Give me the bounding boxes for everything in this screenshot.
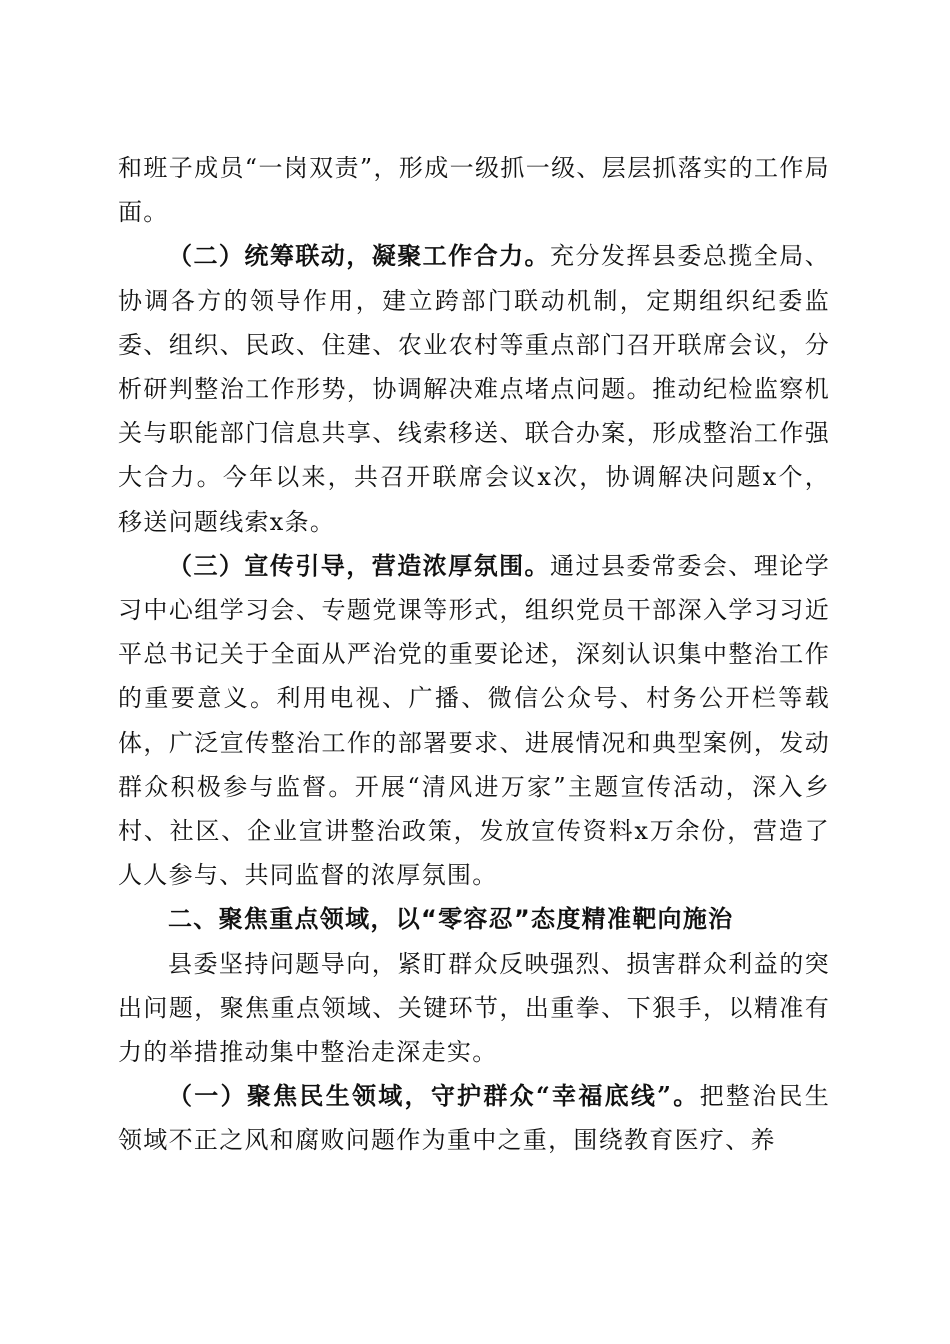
document-body xyxy=(118,146,830,1163)
paragraph-lead: （二）统筹联动，凝聚工作合力。 xyxy=(168,241,551,271)
paragraph-text: 通过县委常委会、理论学习中心组学习会、专题党课等形式，组织党员干部深入学习习近平总书记关于全面从严治党的重要论述，深刻认识集中整治工作的重要意义。利用电视、广播、微信公众号、村务公开栏等载体，广泛宣传整治工作的部署要求、进展情况和典型案例，发动群众积极参与监督。开展“清风进万家”主题宣传活动，深入乡村、社区、企业宣讲整治政策，发放宣传资料x万余份，营造了人人参与、共同监督的浓厚氛围。 xyxy=(118,551,830,890)
paragraph-text: 县委坚持问题导向，紧盯群众反映强烈、损害群众利益的突出问题，聚焦重点领域、关键环节，出重拳、下狠手，以精准有力的举措推动集中整治走深走实。 xyxy=(118,949,830,1067)
section-heading xyxy=(118,897,830,941)
paragraph-lead: （一）聚焦民生领域，守护群众“幸福底线”。 xyxy=(168,1081,700,1111)
paragraph-section-1-3 xyxy=(118,544,830,898)
paragraph-intro-continued xyxy=(118,146,830,234)
paragraph-lead: （三）宣传引导，营造浓厚氛围。 xyxy=(168,550,551,580)
paragraph-text: 把整治民生领域不正之风和腐败问题作为重中之重，围绕教育医疗、养 xyxy=(118,1082,830,1155)
paragraph-section-1-2 xyxy=(118,234,830,543)
paragraph-text: 充分发挥县委总揽全局、协调各方的领导作用，建立跨部门联动机制，定期组织纪委监委、组织、民政、住建、农业农村等重点部门召开联席会议，分析研判整治工作形势，协调解决难点堵点问题。推动纪检监察机关与职能部门信息共享、线索移送、联合办案，形成整治工作强大合力。今年以来，共召开联席会议x次，协调解决问题x个，移送问题线索x条。 xyxy=(118,242,830,536)
section-heading-text: 二、聚焦重点领域，以“零容忍”态度精准靶向施治 xyxy=(168,905,734,934)
paragraph-section-2-intro xyxy=(118,942,830,1075)
paragraph-text: 和班子成员“一岗双责”，形成一级抓一级、层层抓落实的工作局面。 xyxy=(118,154,830,227)
paragraph-section-2-1 xyxy=(118,1074,830,1162)
